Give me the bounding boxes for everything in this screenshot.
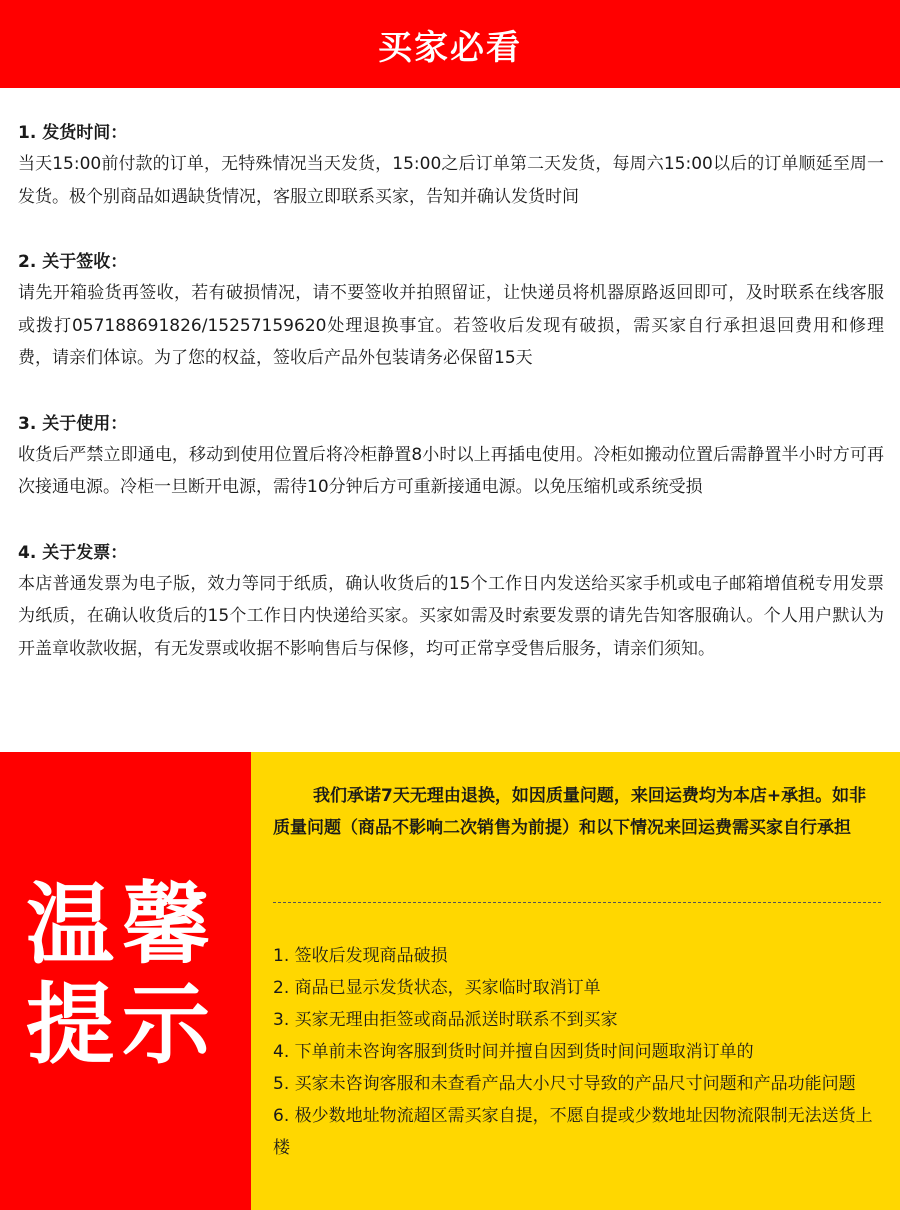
section-shipping-time (18, 118, 884, 213)
tips-char: 馨 (121, 873, 210, 976)
section-title: 4. 关于发票： (18, 542, 128, 563)
section-title: 2. 关于签收： (18, 252, 128, 272)
section-body: 收货后严禁立即通电，移动到使用位置后将冷柜静置8小时以上再插电使用。冷柜如搬动位置后需静置半小时方可再次接通电源。冷柜一旦断开电源，需待10分钟后方可重新接通电源。以免压缩机或系统受损 (18, 444, 884, 497)
tips-char: 示 (121, 973, 210, 1076)
buyer-notice-header (0, 0, 900, 88)
section-title: 3. 关于使用： (18, 413, 128, 434)
list-item: 6. 极少数地址物流超区需买家自提，不愿自提或少数地址因物流限制无法送货上楼 (273, 1106, 873, 1158)
list-item: 5. 买家未咨询客服和未查看产品大小尺寸导致的产品尺寸问题和产品功能问题 (273, 1074, 856, 1094)
notice-sections (18, 118, 884, 699)
section-invoice (18, 538, 884, 666)
list-item: 2. 商品已显示发货状态，买家临时取消订单 (273, 978, 601, 998)
section-receipt (18, 247, 884, 375)
list-item: 1. 签收后发现商品破损 (273, 946, 448, 966)
condition-list (273, 940, 883, 1164)
list-item: 4. 下单前未咨询客服到货时间并擅自因到货时间问题取消订单的 (273, 1042, 754, 1062)
section-usage (18, 409, 884, 504)
tips-char: 温 (25, 873, 114, 976)
warm-tips-content (251, 752, 900, 1210)
header-title: 买家必看 (378, 27, 522, 68)
tips-char: 提 (25, 973, 114, 1076)
return-promise: 我们承诺7天无理由退换，如因质量问题，来回运费均为本店+承担。如非质量问题（商品不影响二次销售为前提）和以下情况来回运费需买家自行承担 (273, 786, 867, 838)
section-body: 本店普通发票为电子版，效力等同于纸质，确认收货后的15个工作日内发送给买家手机或电子邮箱增值税专用发票为纸质，在确认收货后的15个工作日内快递给买家。买家如需及时索要发票的请先告知客服确认。个人用户默认为开盖章收款收据，有无发票或收据不影响售后与保修，均可正常享受售后服务，请亲们须知。 (18, 573, 884, 659)
warm-tips-panel (0, 752, 900, 1210)
section-title: 1. 发货时间： (18, 123, 128, 143)
list-item: 3. 买家无理由拒签或商品派送时联系不到买家 (273, 1010, 618, 1030)
dashed-divider (273, 902, 881, 903)
section-body: 当天15:00前付款的订单，无特殊情况当天发货，15:00之后订单第二天发货，每周六15:00以后的订单顺延至周一发货。极个别商品如遇缺货情况，客服立即联系买家，告知并确认发货时间 (18, 154, 884, 207)
section-body: 请先开箱验货再签收，若有破损情况，请不要签收并拍照留证，让快递员将机器原路返回即可，及时联系在线客服或拨打057188691826/15257159620处理退换事宜。若签收后发现有破损，需买家自行承担退回费用和修理费，请亲们体谅。为了您的权益，签收后产品外包装请务必保留15天 (18, 283, 884, 368)
warm-tips-heading (0, 752, 251, 1210)
